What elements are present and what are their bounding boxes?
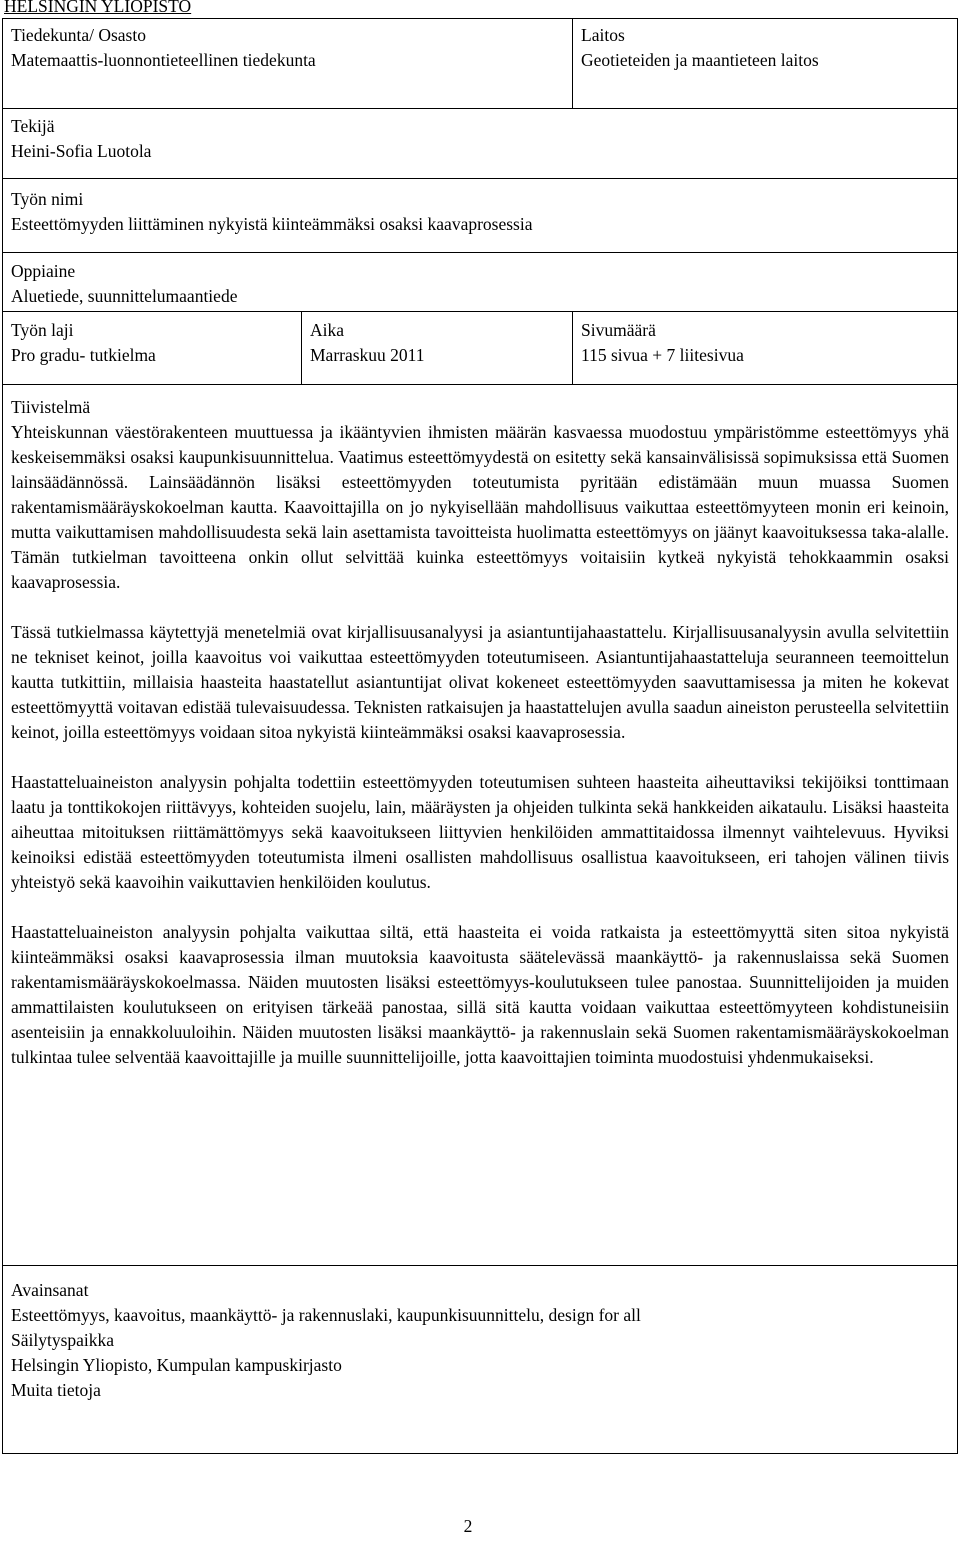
keywords-value: Esteettömyys, kaavoitus, maankäyttö- ja rakennuslaki, kaupunkisuunnittelu, design for all	[11, 1305, 641, 1325]
work-title-label: Työn nimi	[11, 189, 84, 209]
department-cell	[573, 19, 958, 109]
abstract-label: Tiivistelmä	[11, 397, 91, 417]
abstract-paragraph: Yhteiskunnan väestörakenteen muuttuessa ja ikääntyvien ihmisten määrän kasvaessa muodostuu ympäristömme esteettömyys yhä keskeisemmäksi osaksi kaupunkisuunnittelua. Vaatimus esteettömyydestä on esitetty sekä kansainvälisissä sopimuksissa että Suomen lainsäädännössä. Lainsäädännön lisäksi esteettömyyden toteutumista pyritään edistämään muun muassa Suomen rakentamismääräyskokoelman kautta. Kaavoittajilla on jo nykyisellään mahdollisuus vaikuttaa esteettömyyteen monin eri keinoin, mutta vaikuttamisen mahdollisuudesta sekä lain asettamista tavoitteista huolimatta esteettömyys on jäänyt kaavoituksessa taka-alalle. Tämän tutkielman tavoitteena onkin ollut selvittää kuinka esteettömyys voitaisiin kytkeä nykyistä tehokkaammin osaksi kaavaprosessia.	[11, 422, 950, 592]
subject-value: Aluetiede, suunnittelumaantiede	[11, 286, 238, 306]
work-type-label: Työn laji	[11, 320, 74, 340]
date-value: Marraskuu 2011	[310, 345, 425, 365]
storage-label: Säilytyspaikka	[11, 1330, 115, 1350]
other-info-label: Muita tietoja	[11, 1380, 101, 1400]
faculty-label: Tiedekunta/ Osasto	[11, 25, 146, 45]
work-title-value: Esteettömyyden liittäminen nykyistä kiinteämmäksi osaksi kaavaprosessia	[11, 214, 533, 234]
work-type-value: Pro gradu- tutkielma	[11, 345, 156, 365]
author-value: Heini-Sofia Luotola	[11, 141, 152, 161]
subject-label: Oppiaine	[11, 261, 76, 281]
abstract-paragraph: Haastatteluaineiston analyysin pohjalta todettiin esteettömyyden toteutumisen suhteen haasteita aiheuttaviksi tekijöiksi tonttimaan laatu ja tonttikokojen riittävyys, kohteiden suojelu, lain, määräysten ja ohjeiden tulkinta sekä hankkeiden aikataulu. Lisäksi haasteita aiheuttaa mitoituksen riittämättömyys sekä kaavoitukseen liittyvien henkilöiden ammattitaidossa ilmennyt vaihtelevuus. Hyviksi keinoiksi edistää esteettömyyden toteutumista ilmeni osallisten mahdollisuus osallistua kaavoitukseen, eri tahojen välinen tiivis yhteistyö sekä kaavoihin vaikuttavien henkilöiden koulutus.	[11, 772, 950, 892]
keywords-label: Avainsanat	[11, 1280, 89, 1300]
date-cell	[302, 312, 573, 385]
storage-value: Helsingin Yliopisto, Kumpulan kampuskirjasto	[11, 1355, 342, 1375]
work-type-cell	[3, 312, 302, 385]
author-label: Tekijä	[11, 116, 55, 136]
university-name: HELSINGIN YLIOPISTO	[4, 0, 192, 16]
page-count-value: 115 sivua + 7 liitesivua	[581, 345, 744, 365]
abstract-paragraph: Tässä tutkielmassa käytettyjä menetelmiä ovat kirjallisuusanalyysi ja asiantuntijahaastattelu. Kirjallisuusanalyysin avulla selvitettiin ne tekniset keinot, joilla kaavoitus voi vaikuttaa esteettömyyden toteutumiseen. Asiantuntijahaastatteluja seuranneen teemoittelun kautta tutkittiin, millaisia haasteita haastatellut asiantuntijat olivat kokeneet esteettömyyden saavuttamisessa ja miten he kokevat esteettömyyttä voitavan edistää tulevaisuudessa. Teknisten ratkaisujen ja haastattelujen avulla saadun aineiston perusteella selvitettiin keinot, joilla esteettömyys voidaan sitoa nykyistä kiinteämmäksi osaksi kaavaprosessia.	[11, 622, 950, 742]
page-count-label: Sivumäärä	[581, 320, 656, 340]
faculty-value: Matemaattis-luonnontieteellinen tiedekunta	[11, 50, 316, 70]
author-cell	[3, 109, 958, 179]
page-number: 2	[463, 1516, 473, 1536]
keywords-storage-cell	[3, 1266, 958, 1454]
abstract-paragraph: Haastatteluaineiston analyysin pohjalta vaikuttaa siltä, että haasteita ei voida ratkaista ja esteettömyyttä siten sitoa nykyistä kiinteämmäksi osaksi kaavaprosessia ilman muutoksia kaavoitusta säätelevässä maankäyttö- ja rakennuslaissa sekä Suomen rakentamismääräyskokoelmassa. Näiden muutosten lisäksi esteettömyys-koulutukseen tulee panostaa. Suunnittelijoiden ja muiden ammattilaisten koulutukseen on erityisen tärkeää panostaa, sillä sitä kautta voidaan vaikuttaa esteettömyyteen kohdistuneisiin asenteisiin ja ennakkoluuloihin. Näiden muutosten lisäksi maankäyttö- ja rakennuslain sekä Suomen rakentamismääräyskokoelman tulkintaa tulee selventää kaavoittajille ja muille suunnittelijoille, jotta kaavoittajien toiminta muodostuisi yhdenmukaiseksi.	[11, 922, 950, 1067]
thesis-abstract-form	[2, 18, 958, 1454]
work-title-cell	[3, 179, 958, 253]
abstract-cell	[3, 385, 958, 1266]
department-value: Geotieteiden ja maantieteen laitos	[581, 50, 819, 70]
department-label: Laitos	[581, 25, 625, 45]
page-count-cell	[573, 312, 958, 385]
date-label: Aika	[310, 320, 345, 340]
faculty-cell	[3, 19, 573, 109]
subject-cell	[3, 253, 958, 312]
